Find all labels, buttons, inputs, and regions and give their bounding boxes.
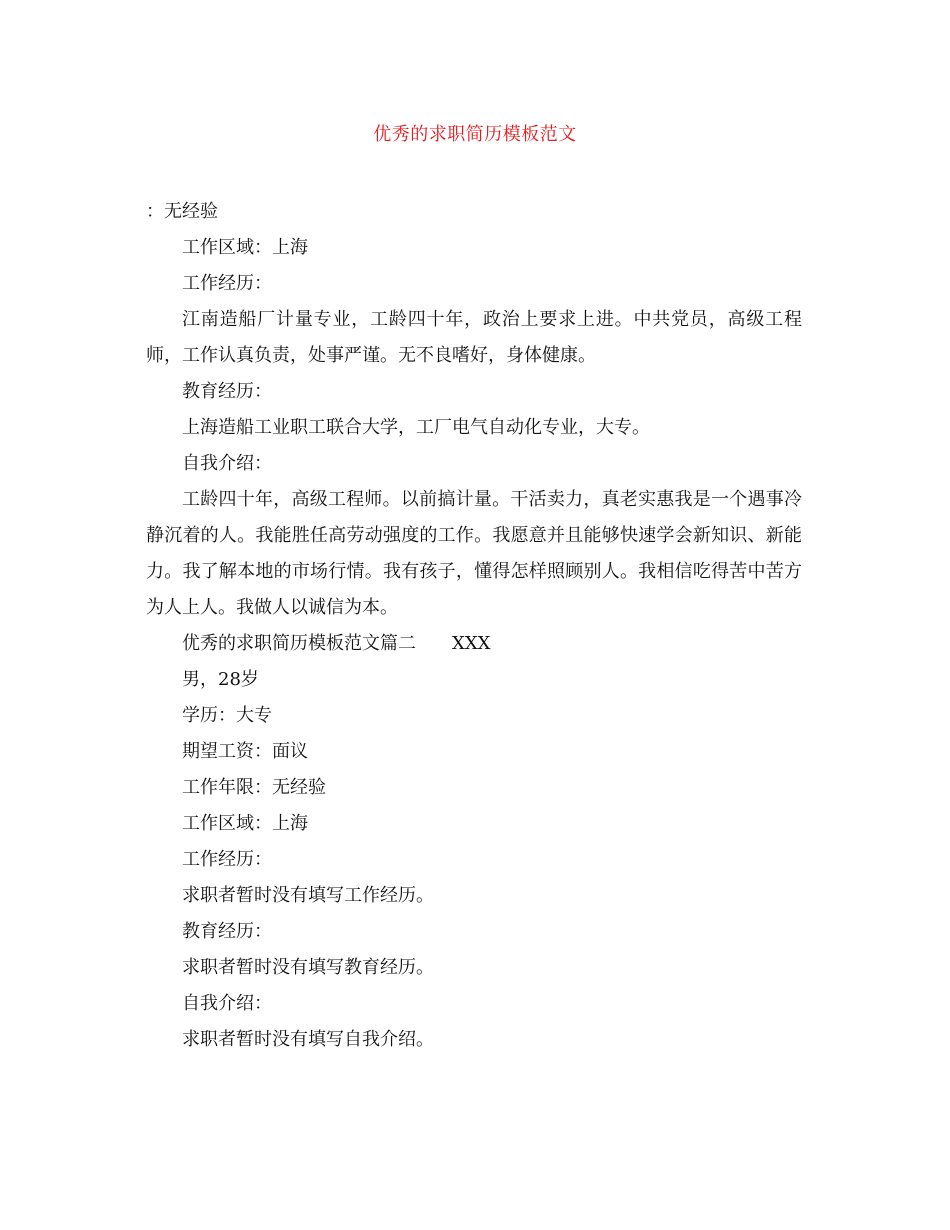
self-intro-paragraph: 工龄四十年，高级工程师。以前搞计量。干活卖力，真老实惠我是一个遇事冷静沉着的人。我能胜任高劳动强度的工作。我愿意并且能够快速学会新知识、新能力。我了解本地的市场行情。我有孩子，懂得怎样照顾别人。我相信吃得苦中苦方为人上人。我做人以诚信为本。 <box>146 489 802 618</box>
text-line: 自我介绍： <box>182 993 272 1014</box>
text-line: 工作区域：上海 <box>182 813 308 834</box>
text-line: 工作年限：无经验 <box>182 777 326 798</box>
text-line: 工作经历： <box>182 273 272 294</box>
work-experience-paragraph: 江南造船厂计量专业，工龄四十年，政治上要求上进。中共党员，高级工程师，工作认真负责，处事严谨。无不良嗜好，身体健康。 <box>146 309 802 366</box>
document-body <box>146 194 802 1058</box>
text-line: 学历：大专 <box>182 705 272 726</box>
text-line: 教育经历： <box>182 921 272 942</box>
text-line: 工作区域：上海 <box>182 237 308 258</box>
self-intro-label: 自我介绍： <box>182 453 272 474</box>
text-line: 求职者暂时没有填写工作经历。 <box>182 885 434 906</box>
text-line: 求职者暂时没有填写自我介绍。 <box>182 1029 434 1050</box>
text-line: 工作经历： <box>182 849 272 870</box>
document-title: 优秀的求职简历模板范文 <box>373 124 577 145</box>
section-heading-text: 优秀的求职简历模板范文篇二 <box>182 633 416 654</box>
text-line: 期望工资：面议 <box>182 741 308 762</box>
text-line: 男，28岁 <box>182 669 259 690</box>
section-name-placeholder: XXX <box>452 633 491 654</box>
text-line: ：无经验 <box>146 201 218 222</box>
text-line: 求职者暂时没有填写教育经历。 <box>182 957 434 978</box>
section-heading <box>146 626 802 662</box>
education-text: 上海造船工业职工联合大学，工厂电气自动化专业，大专。 <box>182 417 650 438</box>
education-label: 教育经历： <box>182 381 272 402</box>
